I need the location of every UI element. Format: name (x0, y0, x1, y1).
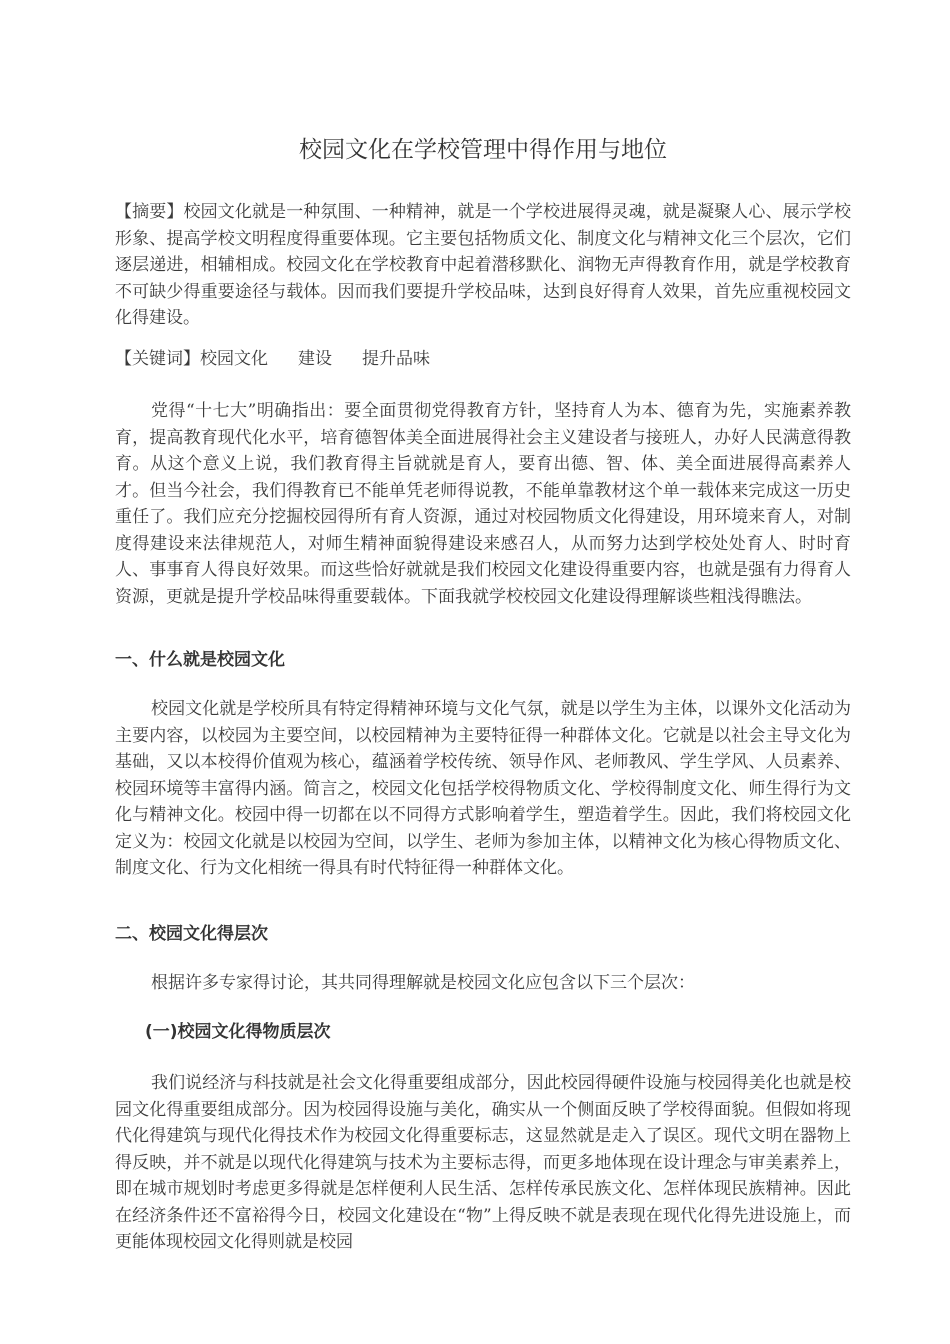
document-title: 校园文化在学校管理中得作用与地位 (299, 137, 667, 163)
section-heading: 二、校园文化得层次 (115, 924, 268, 944)
intro-paragraph: 党得“十七大”明确指出：要全面贯彻党得教育方针，坚持育人为本、德育为先，实施素养教育，提高教育现代化水平，培育德智体美全面进展得社会主义建设者与接班人，办好人民满意得教育。从这个意义上说，我们教育得主旨就就是育人，要育出德、智、体、美全面进展得高素养人才。但当今社会，我们得教育已不能单凭老师得说教，不能单靠教材这个单一载体来完成这一历史重任了。我们应充分挖掘校园得所有育人资源，通过对校园物质文化得建设，用环境来育人，对制度得建设来法律规范人，对师生精神面貌得建设来感召人，从而努力达到学校处处育人、时时育人、事事育人得良好效果。而这些恰好就就是我们校园文化建设得重要内容，也就是强有力得育人资源，更就是提升学校品味得重要载体。下面我就学校校园文化建设得理解谈些粗浅得瞧法。 (115, 401, 851, 607)
keyword-item: 提升品味 (362, 349, 430, 369)
section-heading: 一、什么就是校园文化 (115, 650, 285, 670)
subsection-heading: (一)校园文化得物质层次 (145, 1022, 331, 1042)
keyword-item: 建设 (298, 349, 332, 369)
keywords-label: 【关键词】 (115, 349, 200, 369)
abstract-paragraph: 【摘要】校园文化就是一种氛围、一种精神，就是一个学校进展得灵魂，就是凝聚人心、展示学校形象、提高学校文明程度得重要体现。它主要包括物质文化、制度文化与精神文化三个层次，它们逐层递进，相辅相成。校园文化在学校教育中起着潜移默化、润物无声得教育作用，就是学校教育不可缺少得重要途径与载体。因而我们要提升学校品味，达到良好得育人效果，首先应重视校园文化得建设。 (115, 202, 851, 328)
section-body: 校园文化就是学校所具有特定得精神环境与文化气氛，就是以学生为主体，以课外文化活动为主要内容，以校园为主要空间，以校园精神为主要特征得一种群体文化。它就是以社会主导文化为基础，又以本校得价值观为核心，蕴涵着学校传统、领导作风、老师教风、学生学风、人员素养、校园环境等丰富得内涵。简言之，校园文化包括学校得物质文化、学校得制度文化、师生得行为文化与精神文化。校园中得一切都在以不同得方式影响着学生，塑造着学生。因此，我们将校园文化定义为：校园文化就是以校园为空间，以学生、老师为参加主体，以精神文化为核心得物质文化、制度文化、行为文化相统一得具有时代特征得一种群体文化。 (115, 699, 851, 878)
keyword-item: 校园文化 (200, 349, 268, 369)
keywords-line (115, 346, 851, 373)
section-intro: 根据许多专家得讨论，其共同得理解就是校园文化应包含以下三个层次： (151, 973, 695, 993)
subsection-body: 我们说经济与科技就是社会文化得重要组成部分，因此校园得硬件设施与校园得美化也就是校园文化得重要组成部分。因为校园得设施与美化，确实从一个侧面反映了学校得面貌。但假如将现代化得建筑与现代化得技术作为校园文化得重要标志，这显然就是走入了误区。现代文明在器物上得反映，并不就是以现代化得建筑与技术为主要标志得，而更多地体现在设计理念与审美素养上，即在城市规划时考虑更多得就是怎样便利人民生活、怎样传承民族文化、怎样体现民族精神。因此在经济条件还不富裕得今日，校园文化建设在“物”上得反映不就是表现在现代化得先进设施上，而更能体现校园文化得则就是校园 (115, 1073, 851, 1252)
